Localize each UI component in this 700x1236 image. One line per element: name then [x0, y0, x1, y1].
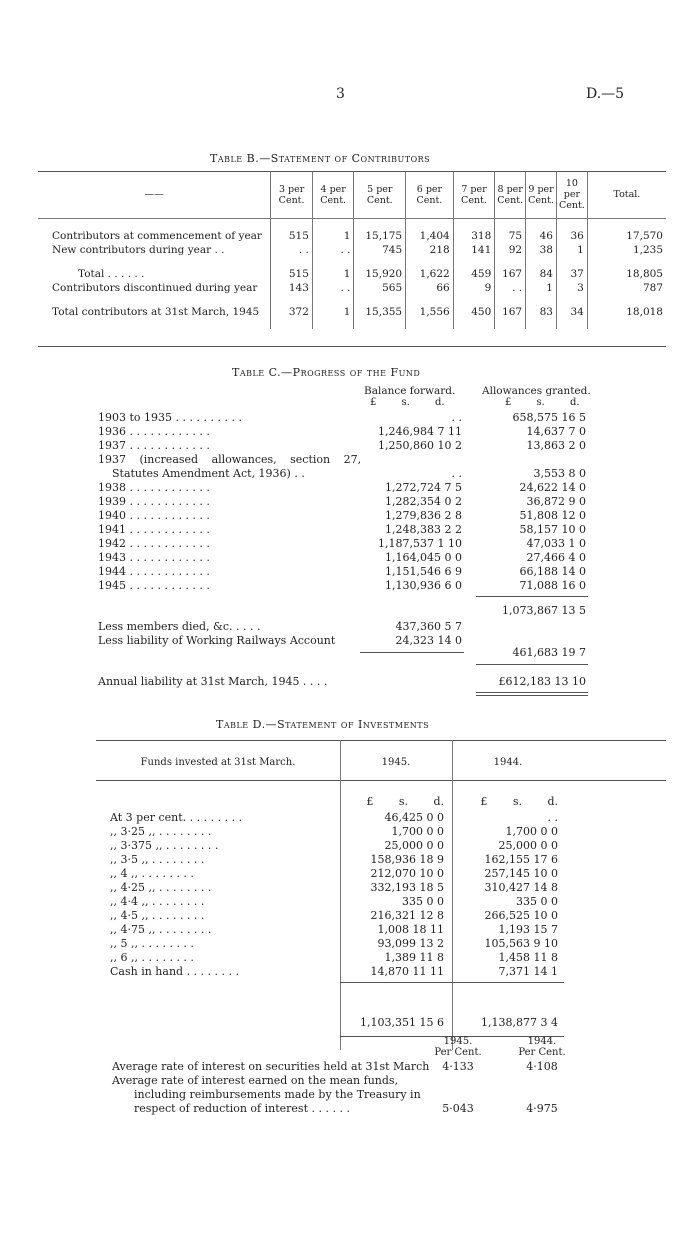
interest-percent-1945: Per Cent. — [434, 1047, 482, 1058]
investment-1945: 332,193 18 5 — [370, 881, 444, 894]
investment-1945: 158,936 18 9 — [370, 853, 444, 866]
col-1944: 1944. — [493, 757, 523, 768]
cell: 37 — [556, 267, 587, 281]
cell: 1 — [312, 305, 354, 319]
investment-label: At 3 per cent. . . . . . . . . — [110, 811, 243, 824]
less-members-label: Less members died, &c. . . . . — [98, 620, 261, 633]
allowances-total: 1,073,867 13 5 — [502, 604, 586, 617]
cell: 46 — [526, 229, 557, 243]
cell: 745 — [354, 243, 406, 257]
table-c-balance: 1,130,936 6 0 — [385, 579, 462, 592]
header-8-per-cent: 8 per Cent. — [495, 172, 526, 218]
investment-label: ,, 4·4 ,, . . . . . . . . — [110, 895, 205, 908]
table-c-label: 1937 . . . . . . . . . . . . — [98, 439, 210, 452]
investment-1944: 1,700 0 0 — [505, 825, 558, 838]
interest-line-1: Average rate of interest on securities held at 31st March — [112, 1060, 430, 1073]
cell: 1 — [312, 229, 354, 243]
cell: 84 — [526, 267, 557, 281]
interest-percent-1944: Per Cent. — [518, 1047, 566, 1058]
less-sum-rule — [360, 652, 464, 653]
less-railways-value: 24,323 14 0 — [395, 634, 462, 647]
table-c-allowance: 66,188 14 0 — [519, 565, 586, 578]
cell: 9 — [453, 281, 495, 295]
row-label: Total . . . . . . — [78, 267, 145, 280]
header-4-per-cent: 4 per Cent. — [312, 172, 354, 218]
cell: 1 — [526, 281, 557, 295]
investment-1945: 335 0 0 — [402, 895, 444, 908]
table-c-balance: . . — [451, 467, 462, 480]
table-c-allowance: 51,808 12 0 — [519, 509, 586, 522]
cell: 1,622 — [406, 267, 454, 281]
cell: 167 — [495, 305, 526, 319]
balance-header: Balance forward. — [364, 385, 456, 397]
cell: 17,570 — [587, 229, 666, 243]
cell: 83 — [526, 305, 557, 319]
investment-1944: 7,371 14 1 — [498, 965, 558, 978]
cell: 787 — [587, 281, 666, 295]
balance-currency: £ s. d. — [370, 397, 445, 408]
cell: 141 — [453, 243, 495, 257]
table-c-balance: . . — [451, 411, 462, 424]
cell: . . — [495, 281, 526, 295]
investment-1944: 257,145 10 0 — [484, 867, 558, 880]
cell: 1,556 — [406, 305, 454, 319]
cell: 66 — [406, 281, 454, 295]
col-funds-invested: Funds invested at 31st March. — [140, 757, 296, 768]
interest-line-1-1945: 4·133 — [442, 1060, 474, 1073]
table-c-title: Table C.—Progress of the Fund — [232, 366, 421, 379]
investment-total-1944: 1,138,877 3 4 — [481, 1016, 558, 1029]
interest-line-1-1944: 4·108 — [526, 1060, 558, 1073]
table-c-allowance: 3,553 8 0 — [533, 467, 586, 480]
table-c-allowance: 27,466 4 0 — [526, 551, 586, 564]
cell: 36 — [556, 229, 587, 243]
annual-sum-rule — [476, 664, 588, 665]
table-row — [38, 281, 666, 295]
investment-1944: 1,193 15 7 — [498, 923, 558, 936]
annual-double-rule-2 — [476, 695, 588, 696]
table-d-top-rule — [96, 740, 666, 741]
table-c-label: 1939 . . . . . . . . . . . . — [98, 495, 210, 508]
annual-liability-label: Annual liability at 31st March, 1945 . . . . — [98, 675, 328, 688]
cell: 1,235 — [587, 243, 666, 257]
cell: 1 — [312, 267, 354, 281]
table-c-allowance: 36,872 9 0 — [526, 495, 586, 508]
currency-1945: £ s. d. — [366, 795, 444, 808]
investment-1944: 105,563 9 10 — [484, 937, 558, 950]
cell: . . — [312, 243, 354, 257]
col-1945: 1945. — [381, 757, 411, 768]
table-c-balance: 1,279,836 2 8 — [385, 509, 462, 522]
header-6-per-cent: 6 per Cent. — [406, 172, 454, 218]
cell: 18,018 — [587, 305, 666, 319]
currency-1944: £ s. d. — [480, 795, 558, 808]
table-c-label: 1938 . . . . . . . . . . . . — [98, 481, 210, 494]
investment-1945: 14,870 11 11 — [370, 965, 444, 978]
cell: 459 — [453, 267, 495, 281]
header-9-per-cent: 9 per Cent. — [526, 172, 557, 218]
table-c-label: 1943 . . . . . . . . . . . . — [98, 551, 210, 564]
row-label: Contributors discontinued during year — [52, 281, 258, 294]
investment-label: ,, 6 ,, . . . . . . . . — [110, 951, 194, 964]
table-c-label: 1903 to 1935 . . . . . . . . . . — [98, 411, 242, 424]
row-label: New contributors during year . . — [52, 243, 225, 256]
investment-1945: 1,389 11 8 — [384, 951, 444, 964]
cell: 515 — [271, 229, 313, 243]
investment-label: ,, 4·25 ,, . . . . . . . . — [110, 881, 212, 894]
interest-line-2a: Average rate of interest earned on the mean funds, — [112, 1074, 399, 1087]
cell: 15,355 — [354, 305, 406, 319]
table-d-sum-rule — [340, 982, 564, 983]
interest-line-2-1945: 5·043 — [442, 1102, 474, 1115]
cell: 565 — [354, 281, 406, 295]
cell: 15,920 — [354, 267, 406, 281]
table-c-allowance: 14,637 7 0 — [526, 425, 586, 438]
cell: 34 — [556, 305, 587, 319]
investment-label: ,, 5 ,, . . . . . . . . — [110, 937, 194, 950]
table-c-balance: 1,151,546 6 9 — [385, 565, 462, 578]
investment-label: ,, 3·25 ,, . . . . . . . . — [110, 825, 212, 838]
annual-liability-value: £612,183 13 10 — [498, 675, 586, 688]
table-c-allowance: 47,033 1 0 — [526, 537, 586, 550]
investment-1945: 93,099 13 2 — [377, 937, 444, 950]
table-row — [38, 267, 666, 281]
cell: 3 — [556, 281, 587, 295]
table-c-balance: 1,250,860 10 2 — [378, 439, 462, 452]
table-b-bottom-rule — [38, 346, 666, 347]
investment-label: ,, 3·375 ,, . . . . . . . . — [110, 839, 219, 852]
cell: 450 — [453, 305, 495, 319]
cell: 167 — [495, 267, 526, 281]
table-c-balance: 1,272,724 7 5 — [385, 481, 462, 494]
cell: 1 — [556, 243, 587, 257]
investment-1945: 25,000 0 0 — [384, 839, 444, 852]
table-c-allowance: 71,088 16 0 — [519, 579, 586, 592]
cell: . . — [271, 243, 313, 257]
investment-label: ,, 4 ,, . . . . . . . . — [110, 867, 194, 880]
table-d-title: Table D.—Statement of Investments — [216, 718, 430, 731]
table-c-label: 1941 . . . . . . . . . . . . — [98, 523, 210, 536]
table-c-allowance: 24,622 14 0 — [519, 481, 586, 494]
investment-1945: 1,008 18 11 — [377, 923, 444, 936]
table-row — [38, 229, 666, 243]
interest-year-1945: 1945. — [443, 1036, 473, 1047]
table-row — [38, 305, 666, 319]
investment-label: ,, 4·75 ,, . . . . . . . . — [110, 923, 212, 936]
table-c-label: 1944 . . . . . . . . . . . . — [98, 565, 210, 578]
cell: 75 — [495, 229, 526, 243]
table-c-balance: 1,164,045 0 0 — [385, 551, 462, 564]
table-c-label: 1940 . . . . . . . . . . . . — [98, 509, 210, 522]
row-label: Contributors at commencement of year — [52, 229, 262, 242]
table-b — [38, 172, 666, 329]
less-total: 461,683 19 7 — [512, 646, 586, 659]
table-c-balance: 1,246,984 7 11 — [378, 425, 462, 438]
cell: 18,805 — [587, 267, 666, 281]
table-c-allowance: 658,575 16 5 — [512, 411, 586, 424]
header-5-per-cent: 5 per Cent. — [354, 172, 406, 218]
less-members-value: 437,360 5 7 — [395, 620, 462, 633]
table-c-balance: 1,248,383 2 2 — [385, 523, 462, 536]
table-c-allowance: 58,157 10 0 — [519, 523, 586, 536]
interest-line-2b: including reimbursements made by the Treasury in — [134, 1088, 421, 1101]
table-c-label: 1942 . . . . . . . . . . . . — [98, 537, 210, 550]
interest-line-2c: respect of reduction of interest . . . . . . — [134, 1102, 350, 1115]
less-railways-label: Less liability of Working Railways Account — [98, 634, 336, 647]
header-total: Total. — [587, 172, 666, 218]
investment-total-1945: 1,103,351 15 6 — [360, 1016, 444, 1029]
interest-year-1944: 1944. — [527, 1036, 557, 1047]
table-c-label: 1945 . . . . . . . . . . . . — [98, 579, 210, 592]
investment-1944: 310,427 14 8 — [484, 881, 558, 894]
allowances-sum-rule — [476, 596, 588, 597]
row-label: Total contributors at 31st March, 1945 — [52, 305, 260, 318]
investment-1945: 216,321 12 8 — [370, 909, 444, 922]
cell: 38 — [526, 243, 557, 257]
cell: 218 — [406, 243, 454, 257]
table-c-label: 1937 (increased allowances, section 27, — [98, 453, 362, 466]
cell: 15,175 — [354, 229, 406, 243]
allowances-header: Allowances granted. — [482, 385, 591, 397]
investment-1944: . . — [547, 811, 558, 824]
cell: . . — [312, 281, 354, 295]
cell: 1,404 — [406, 229, 454, 243]
investment-label: ,, 4·5 ,, . . . . . . . . — [110, 909, 205, 922]
table-b-title: Table B.—Statement of Contributors — [210, 152, 431, 165]
investment-1945: 1,700 0 0 — [391, 825, 444, 838]
investment-1944: 162,155 17 6 — [484, 853, 558, 866]
interest-line-2-1944: 4·975 — [526, 1102, 558, 1115]
cell: 372 — [271, 305, 313, 319]
allowances-currency: £ s. d. — [505, 397, 580, 408]
investment-label: ,, 3·5 ,, . . . . . . . . — [110, 853, 205, 866]
table-c-label: Statutes Amendment Act, 1936) . . — [112, 467, 305, 480]
investment-1944: 25,000 0 0 — [498, 839, 558, 852]
header-10-per-cent: 10 per Cent. — [556, 172, 587, 218]
table-c-allowance: 13,863 2 0 — [526, 439, 586, 452]
header-3-per-cent: 3 per Cent. — [271, 172, 313, 218]
investment-1944: 1,458 11 8 — [498, 951, 558, 964]
cell: 92 — [495, 243, 526, 257]
table-row — [38, 243, 666, 257]
table-b-blank-header: —— — [38, 172, 271, 218]
page-reference: D.—5 — [586, 86, 625, 102]
table-d-header-rule — [96, 780, 666, 781]
page-number: 3 — [336, 86, 345, 102]
investment-1944: 266,525 10 0 — [484, 909, 558, 922]
cell: 143 — [271, 281, 313, 295]
table-c-balance: 1,187,537 1 10 — [378, 537, 462, 550]
table-c-label: 1936 . . . . . . . . . . . . — [98, 425, 210, 438]
header-7-per-cent: 7 per Cent. — [453, 172, 495, 218]
annual-double-rule-1 — [476, 692, 588, 693]
investment-1945: 46,425 0 0 — [384, 811, 444, 824]
investment-label: Cash in hand . . . . . . . . — [110, 965, 240, 978]
investment-1944: 335 0 0 — [516, 895, 558, 908]
investment-1945: 212,070 10 0 — [370, 867, 444, 880]
cell: 515 — [271, 267, 313, 281]
table-c-balance: 1,282,354 0 2 — [385, 495, 462, 508]
cell: 318 — [453, 229, 495, 243]
